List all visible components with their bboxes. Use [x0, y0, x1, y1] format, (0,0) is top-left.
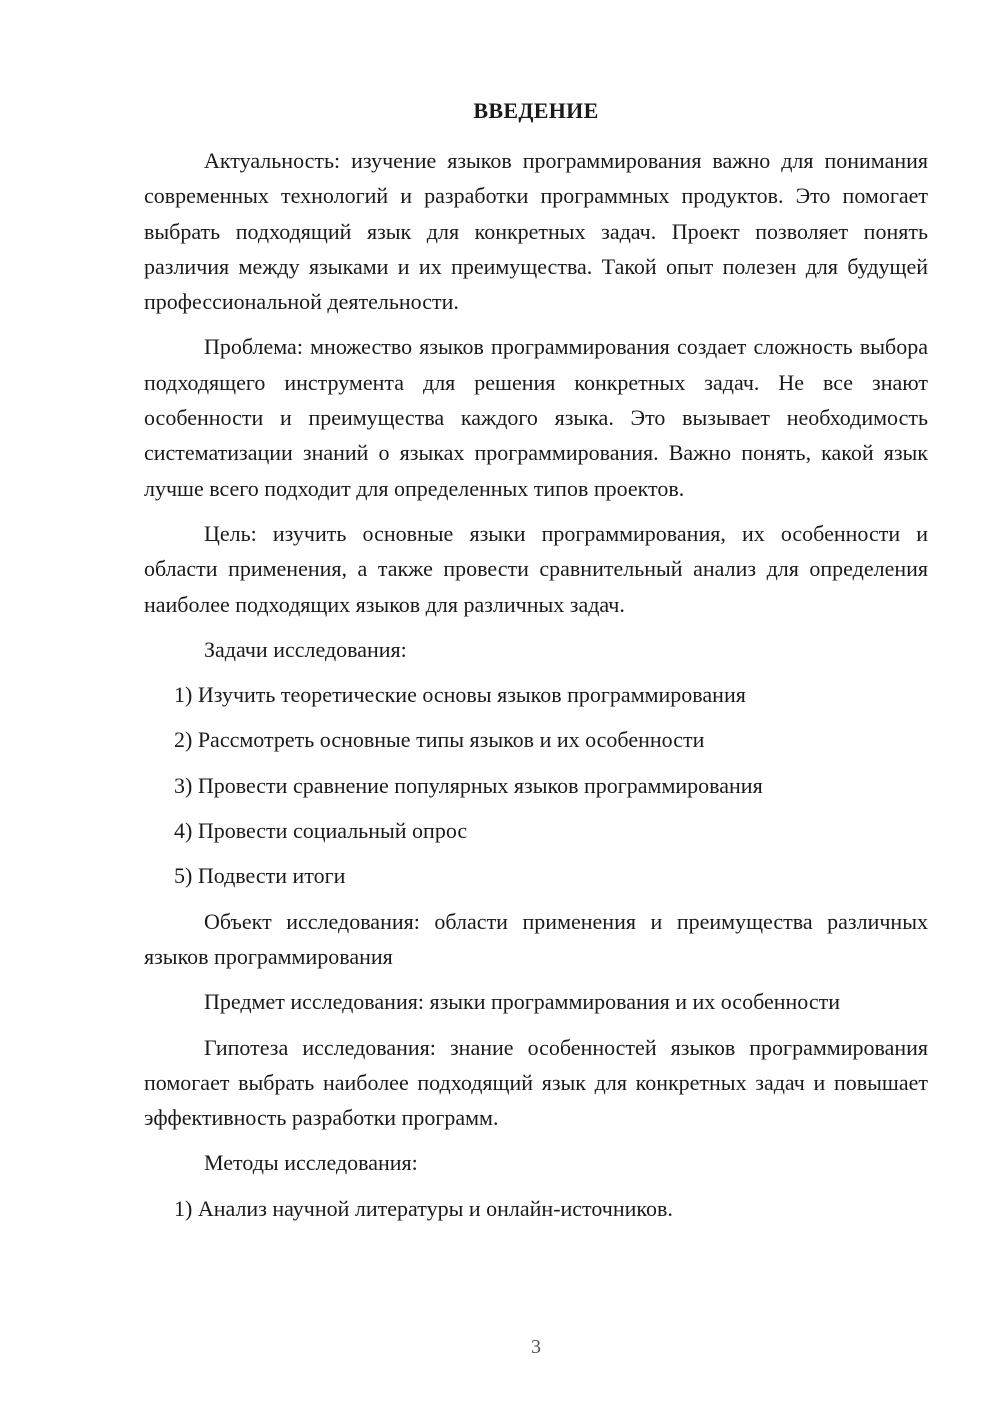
document-body	[144, 143, 928, 1236]
methods-list	[144, 1191, 928, 1226]
list-item: 5) Подвести итоги	[174, 863, 346, 889]
list-item: 1) Изучить теоретические основы языков программирования	[174, 682, 746, 708]
tasks-list	[144, 677, 928, 893]
paragraph-object: Объект исследования: области применения и преимущества различных языков программирования	[144, 908, 928, 969]
page-title: ВВЕДЕНИЕ	[473, 98, 599, 123]
list-item: 4) Провести социальный опрос	[174, 818, 468, 844]
list-item: 2) Рассмотреть основные типы языков и их особенности	[174, 727, 705, 753]
paragraph-problem: Проблема: множество языков программирования создает сложность выбора подходящего инструмента для решения конкретных задач. Не все знают особенности и преимущества каждого языка. Это вызывает необходимость систематизации знаний о языках программирования. Важно понять, какой язык лучше всего подходит для определенных типов проектов.	[144, 334, 928, 501]
paragraph-subject: Предмет исследования: языки программирования и их особенности	[204, 989, 840, 1015]
paragraph-goal: Цель: изучить основные языки программирования, их особенности и области применения, а также провести сравнительный анализ для определения наиболее подходящих языков для различных задач.	[144, 520, 928, 617]
tasks-heading: Задачи исследования:	[204, 636, 407, 662]
paragraph-relevance: Актуальность: изучение языков программирования важно для понимания современных технологий и разработки программных продуктов. Это помогает выбрать подходящий язык для конкретных задач. Проект позволяет понять различия между языками и их преимущества. Такой опыт полезен для будущей профессиональной деятельности.	[144, 148, 928, 315]
methods-heading: Методы исследования:	[204, 1150, 418, 1176]
page-number: 3	[531, 1336, 541, 1358]
paragraph-hypothesis: Гипотеза исследования: знание особенностей языков программирования помогает выбрать наиболее подходящий язык для конкретных задач и повышает эффективность разработки программ.	[144, 1034, 928, 1131]
list-item: 3) Провести сравнение популярных языков программирования	[174, 772, 763, 798]
list-item: 1) Анализ научной литературы и онлайн-источников.	[174, 1195, 673, 1221]
document-page	[144, 0, 928, 1414]
